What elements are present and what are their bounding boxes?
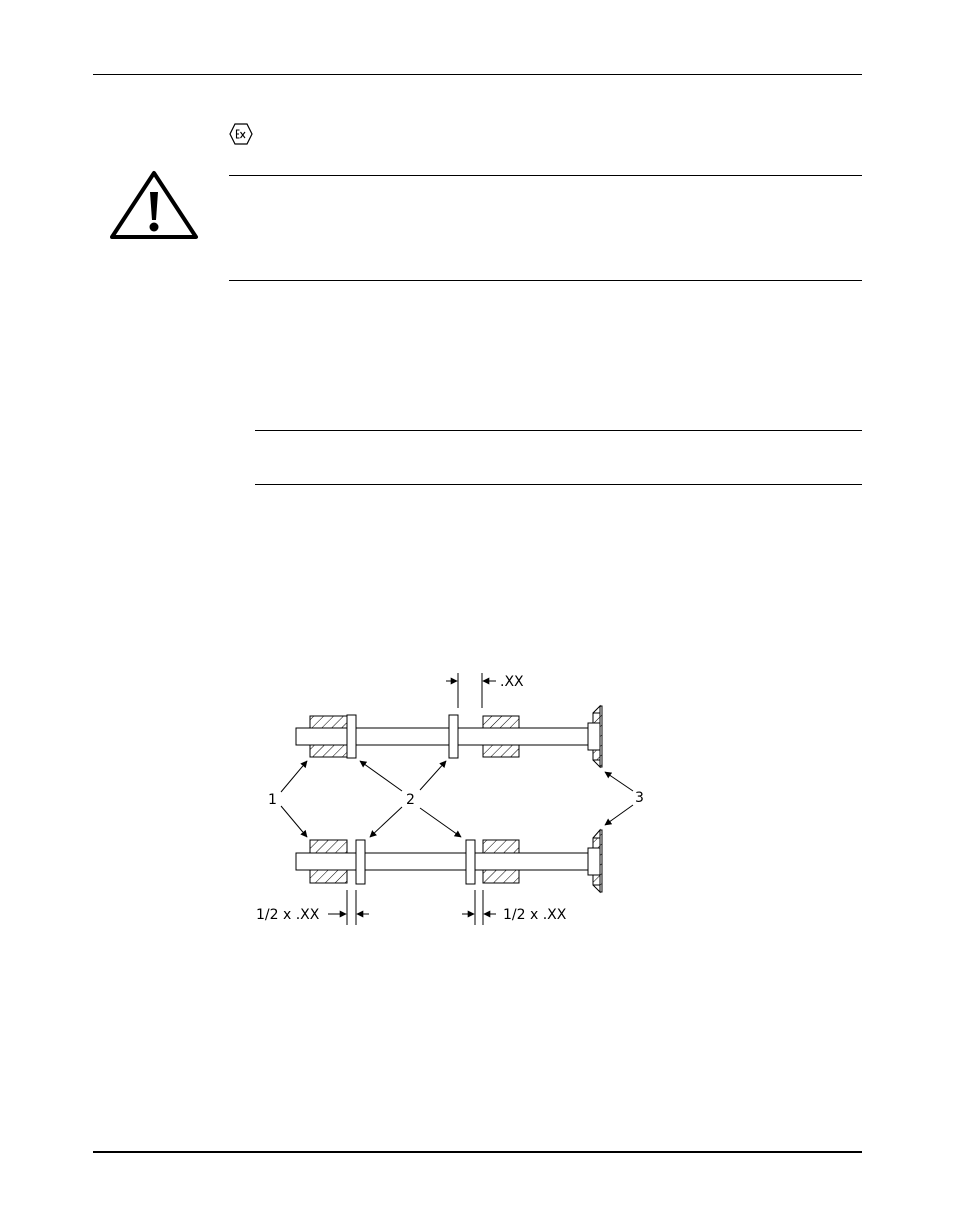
callout-1: 1: [268, 792, 277, 808]
dimension-bottom-left-label: 1/2 x .XX: [256, 907, 320, 923]
top-shaft-assembly: [296, 706, 602, 767]
callout-2: 2: [406, 792, 415, 808]
dimension-top-label: .XX: [500, 674, 524, 690]
bottom-shaft-assembly: [296, 830, 602, 892]
callout-3: 3: [635, 790, 644, 806]
dimension-bottom-right-label: 1/2 x .XX: [503, 907, 567, 923]
